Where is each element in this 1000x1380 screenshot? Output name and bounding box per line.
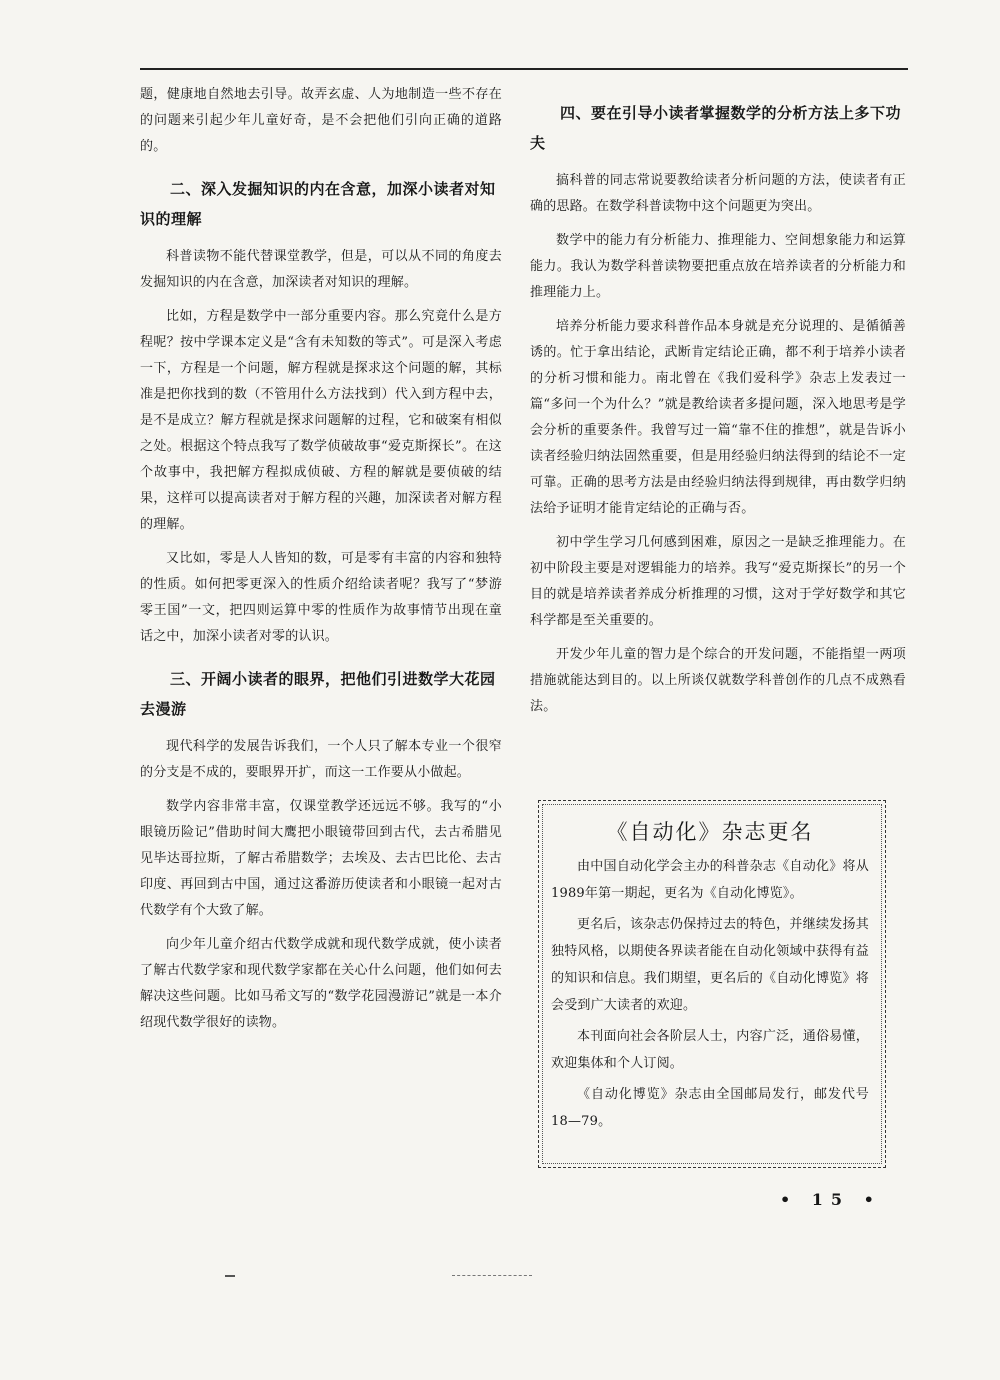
page-number: • 15 • — [780, 1190, 882, 1209]
paragraph: 数学内容非常丰富，仅课堂教学还远远不够。我写的“小眼镜历险记”借助时间大鹰把小眼镜带回到古代，去古希腊见见毕达哥拉斯，了解古希腊数学；去埃及、去古巴比伦、去古印度、再回到古中国，通过这番游历使读者和小眼镜一起对古代数学有个大致了解。 — [140, 799, 502, 918]
paragraph: 比如，方程是数学中一部分重要内容。那么究竟什么是方程呢？按中学课本定义是“含有未知数的等式”。可是深入考虑一下，方程是一个问题，解方程就是探求这个问题的解，其标准是把你找到的数（不管用什么方法找到）代入到方程中去，是不是成立？解方程就是探求问题解的过程，它和破案有相似之处。根据这个特点我写了数学侦破故事“爱克斯探长”。在这个故事中，我把解方程拟成侦破、方程的解就是要侦破的结果，这样可以提高读者对于解方程的兴趣，加深读者对解方程的理解。 — [140, 309, 502, 532]
notice-paragraph: 本刊面向社会各阶层人士，内容广泛，通俗易懂，欢迎集体和个人订阅。 — [551, 1029, 869, 1071]
paragraph: 数学中的能力有分析能力、推理能力、空间想象能力和运算能力。我认为数学科普读物要把重点放在培养读者的分析能力和推理能力上。 — [530, 233, 906, 300]
paragraph: 又比如，零是人人皆知的数，可是零有丰富的内容和独特的性质。如何把零更深入的性质介绍给读者呢？我写了“梦游零王国”一文，把四则运算中零的性质作为故事情节出现在童话之中，加深小读者对零的认识。 — [140, 551, 502, 644]
section-heading-3: 三、开阔小读者的眼界，把他们引进数学大花园去漫游 — [140, 670, 496, 718]
paragraph: 培养分析能力要求科普作品本身就是充分说理的、是循循善诱的。忙于拿出结论，武断肯定结论正确，都不利于培养小读者的分析习惯和能力。南北曾在《我们爱科学》杂志上发表过一篇“多问一个为什么？”就是教给读者多提问题，深入地思考是学会分析的重要条件。我曾写过一篇“靠不住的推想”，就是告诉小读者经验归纳法固然重要，但是用经验归纳法得到的结论不一定可靠。正确的思考方法是由经验归纳法得到规律，再由数学归纳法给予证明才能肯定结论的正确与否。 — [530, 319, 906, 516]
notice-paragraph: 更名后，该杂志仍保持过去的特色，并继续发扬其独特风格，以期使各界读者能在自动化领域中获得有益的知识和信息。我们期望，更名后的《自动化博览》将会受到广大读者的欢迎。 — [551, 917, 869, 1013]
notice-box — [538, 800, 886, 1168]
top-rule — [140, 68, 908, 70]
notice-paragraph: 由中国自动化学会主办的科普杂志《自动化》将从1989年第一期起，更名为《自动化博览》。 — [551, 859, 869, 901]
paragraph: 初中学生学习几何感到困难，原因之一是缺乏推理能力。在初中阶段主要是对逻辑能力的培养。我写“爱克斯探长”的另一个目的就是培养读者养成分析推理的习惯，这对于学好数学和其它科学都是至关重要的。 — [530, 535, 906, 628]
section-heading-2: 二、深入发掘知识的内在含意，加深小读者对知识的理解 — [140, 180, 496, 228]
section-heading-4: 四、要在引导小读者掌握数学的分析方法上多下功夫 — [530, 104, 902, 152]
paragraph: 科普读物不能代替课堂教学，但是，可以从不同的角度去发掘知识的内在含意，加深读者对知识的理解。 — [140, 249, 502, 290]
notice-title: 《自动化》杂志更名 — [606, 820, 814, 844]
paragraph-continuation: 题，健康地自然地去引导。故弄玄虚、人为地制造一些不存在的问题来引起少年儿童好奇，是不会把他们引向正确的道路的。 — [140, 87, 502, 154]
scan-mark — [452, 1275, 532, 1277]
paragraph: 现代科学的发展告诉我们，一个人只了解本专业一个很窄的分支是不成的，要眼界开扩，而这一工作要从小做起。 — [140, 739, 502, 780]
left-column — [140, 82, 502, 1044]
right-column — [530, 98, 906, 728]
notice-paragraph: 《自动化博览》杂志由全国邮局发行，邮发代号 18—79。 — [551, 1087, 869, 1129]
paragraph: 向少年儿童介绍古代数学成就和现代数学成就，使小读者了解古代数学家和现代数学家都在关心什么问题，他们如何去解决这些问题。比如马希文写的“数学花园漫游记”就是一本介绍现代数学很好的读物。 — [140, 937, 502, 1030]
paragraph: 开发少年儿童的智力是个综合的开发问题，不能指望一两项措施就能达到目的。以上所谈仅就数学科普创作的几点不成熟看法。 — [530, 647, 906, 714]
paragraph: 搞科普的同志常说要教给读者分析问题的方法，使读者有正确的思路。在数学科普读物中这个问题更为突出。 — [530, 173, 906, 214]
scan-mark — [225, 1275, 235, 1277]
